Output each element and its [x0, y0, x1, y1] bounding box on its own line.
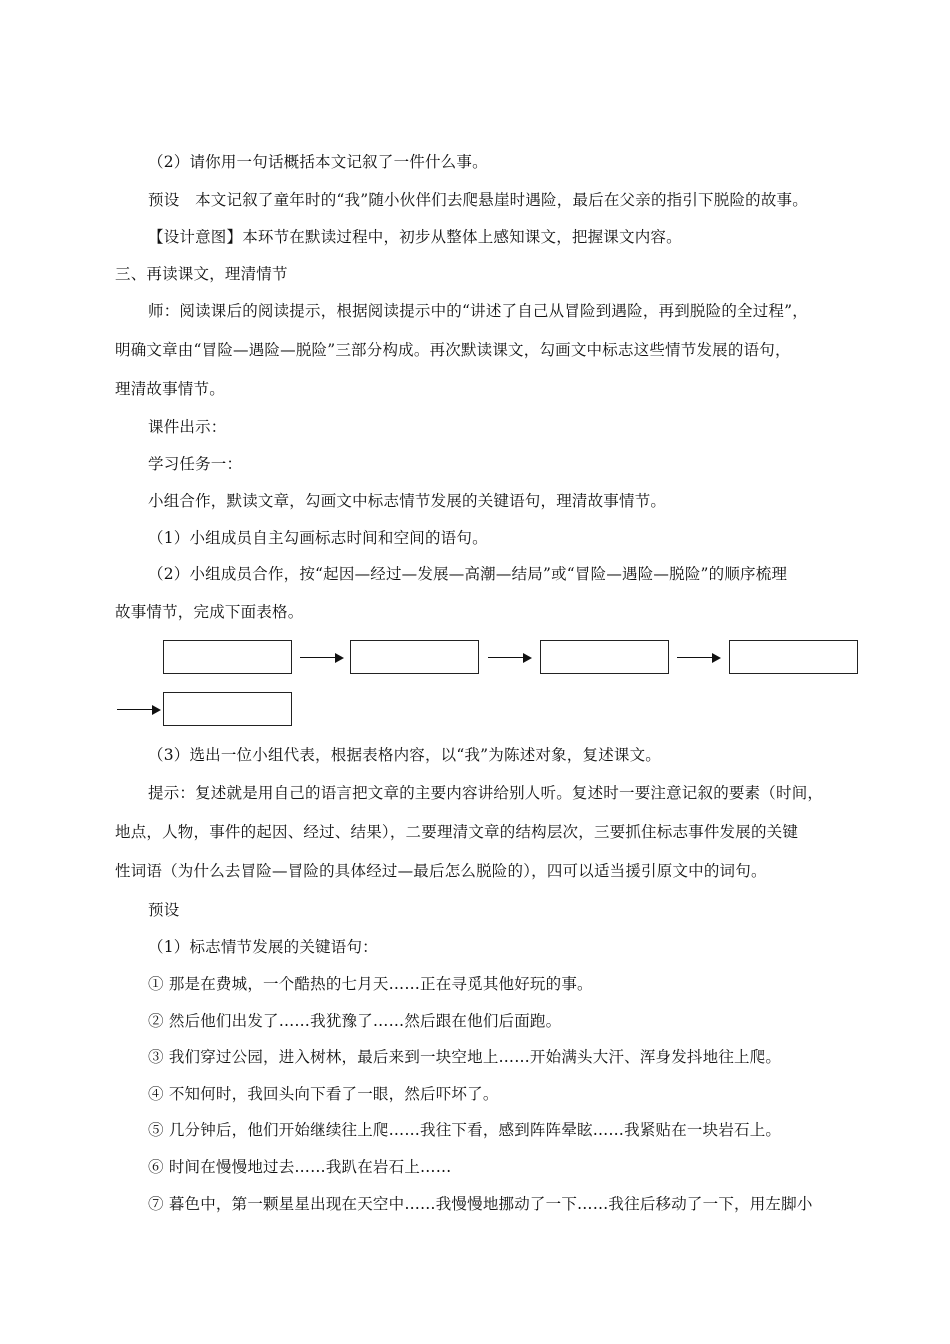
key-sentences-heading: （1）标志情节发展的关键语句：	[148, 938, 378, 956]
plot-box-2	[350, 640, 479, 674]
plot-box-4	[729, 640, 858, 674]
plot-box-5	[163, 692, 292, 726]
arrow-icon	[117, 703, 161, 717]
key-sentence-1: ① 那是在费城，一个酷热的七月天……正在寻觅其他好玩的事。	[148, 975, 593, 993]
task-description: 小组合作，默读文章，勾画文中标志情节发展的关键语句，理清故事情节。	[148, 492, 667, 510]
task-step-1: （1）小组成员自主勾画标志时间和空间的语句。	[148, 529, 488, 547]
task-step-2-line-1: （2）小组成员合作，按“起因—经过—发展—高潮—结局”或“冒险—遇险—脱险”的顺序梳理	[148, 565, 788, 583]
teacher-paragraph-line-2: 明确文章由“冒险—遇险—脱险”三部分构成。再次默读课文，勾画文中标志这些情节发展的语句，	[115, 341, 791, 359]
design-intent: 【设计意图】本环节在默读过程中，初步从整体上感知课文，把握课文内容。	[148, 228, 682, 246]
teacher-paragraph-line-1: 师：阅读课后的阅读提示，根据阅读提示中的“讲述了自己从冒险到遇险，再到脱险的全过程”，	[148, 302, 808, 320]
hint-line-1: 提示：复述就是用自己的语言把文章的主要内容讲给别人听。复述时一要注意记叙的要素（时间，	[148, 784, 824, 802]
hint-line-2: 地点，人物，事件的起因、经过、结果），二要理清文章的结构层次，三要抓住标志事件发展的关键	[115, 823, 799, 841]
hint-line-3: 性词语（为什么去冒险—冒险的具体经过—最后怎么脱险的），四可以适当援引原文中的词句。	[115, 862, 767, 880]
key-sentence-6: ⑥ 时间在慢慢地过去……我趴在岩石上……	[148, 1158, 452, 1176]
arrow-icon	[300, 651, 344, 665]
key-sentence-2: ② 然后他们出发了……我犹豫了……然后跟在他们后面跑。	[148, 1012, 562, 1030]
preset-label: 预设	[148, 901, 180, 919]
key-sentence-7: ⑦ 暮色中，第一颗星星出现在天空中……我慢慢地挪动了一下……我往后移动了一下，用左脚小	[148, 1195, 813, 1213]
teacher-paragraph-line-3: 理清故事情节。	[115, 380, 225, 398]
arrow-icon	[677, 651, 721, 665]
plot-box-1	[163, 640, 292, 674]
key-sentence-4: ④ 不知何时，我回头向下看了一眼，然后吓坏了。	[148, 1085, 499, 1103]
task-step-2-line-2: 故事情节，完成下面表格。	[115, 603, 304, 621]
arrow-icon	[488, 651, 532, 665]
task-step-3: （3）选出一位小组代表，根据表格内容，以“我”为陈述对象，复述课文。	[148, 746, 662, 764]
task-label: 学习任务一：	[148, 455, 243, 473]
section-heading: 三、再读课文，理清情节	[115, 265, 288, 283]
courseware-label: 课件出示：	[148, 418, 227, 436]
plot-box-3	[540, 640, 669, 674]
key-sentence-5: ⑤ 几分钟后，他们开始继续往上爬……我往下看，感到阵阵晕眩……我紧贴在一块岩石上。	[148, 1121, 782, 1139]
preset-answer: 预设 本文记叙了童年时的“我”随小伙伴们去爬悬崖时遇险，最后在父亲的指引下脱险的故事。	[148, 191, 808, 209]
question-2: （2）请你用一句话概括本文记叙了一件什么事。	[148, 153, 488, 171]
key-sentence-3: ③ 我们穿过公园，进入树林，最后来到一块空地上……开始满头大汗、浑身发抖地往上爬。	[148, 1048, 782, 1066]
